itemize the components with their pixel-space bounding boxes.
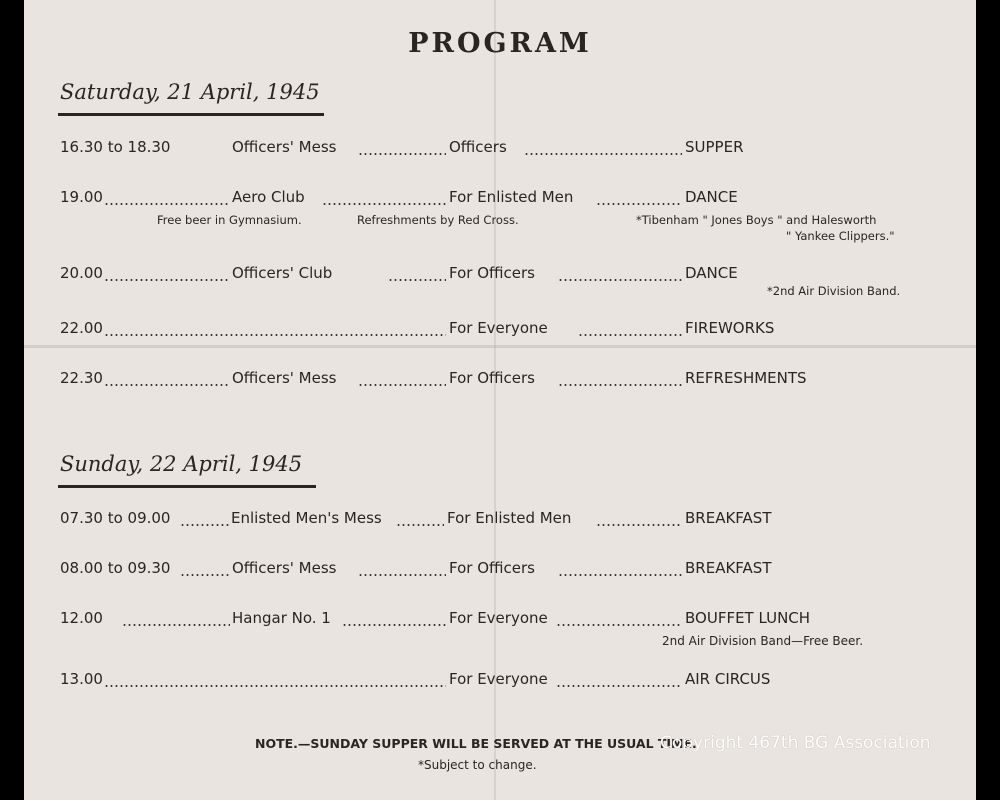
sat-row5-event: REFRESHMENTS	[685, 369, 807, 387]
leader-dots	[122, 624, 230, 626]
sun-row4-audience: For Everyone	[449, 670, 548, 688]
sunday-underline	[58, 485, 316, 488]
sat-row1-time: 16.30 to 18.30	[60, 138, 171, 156]
sun-row3-audience: For Everyone	[449, 609, 548, 627]
sat-row2-audience: For Enlisted Men	[449, 188, 574, 206]
sat-row4-time: 22.00	[60, 319, 103, 337]
sun-row2-event: BREAKFAST	[685, 559, 772, 577]
sat-row2-note-bands: *Tibenham " Jones Boys " and Halesworth	[636, 213, 877, 227]
leader-dots	[558, 384, 682, 386]
footer-subject-note: *Subject to change.	[418, 758, 537, 772]
program-title: PROGRAM	[408, 28, 592, 59]
leader-dots	[388, 279, 446, 281]
sat-row2-time: 19.00	[60, 188, 103, 206]
saturday-underline	[58, 113, 324, 116]
leader-dots	[596, 203, 682, 205]
sat-row3-audience: For Officers	[449, 264, 535, 282]
sat-row2-note-refreshments: Refreshments by Red Cross.	[357, 213, 519, 227]
sat-row2-note-beer: Free beer in Gymnasium.	[157, 213, 302, 227]
leader-dots	[180, 524, 230, 526]
leader-dots	[180, 574, 230, 576]
sat-row1-event: SUPPER	[685, 138, 744, 156]
sat-row2-note-bands-cont: " Yankee Clippers."	[786, 229, 895, 243]
leader-dots	[558, 574, 682, 576]
sun-row1-place: Enlisted Men's Mess	[231, 509, 382, 527]
sun-row2-time: 08.00 to 09.30	[60, 559, 171, 577]
sun-row1-time: 07.30 to 09.00	[60, 509, 171, 527]
sun-row4-time: 13.00	[60, 670, 103, 688]
sun-row3-note-band: 2nd Air Division Band—Free Beer.	[662, 634, 864, 648]
sun-row4-event: AIR CIRCUS	[685, 670, 771, 688]
sun-row1-event: BREAKFAST	[685, 509, 772, 527]
sun-row2-audience: For Officers	[449, 559, 535, 577]
leader-dots	[358, 574, 446, 576]
footer-note: NOTE.—SUNDAY SUPPER WILL BE SERVED AT THE USUAL TIME.	[255, 736, 697, 751]
sun-row3-time: 12.00	[60, 609, 103, 627]
leader-dots	[596, 524, 682, 526]
leader-dots	[322, 203, 446, 205]
sat-row3-time: 20.00	[60, 264, 103, 282]
sun-row1-audience: For Enlisted Men	[447, 509, 572, 527]
sun-row2-place: Officers' Mess	[232, 559, 337, 577]
leader-dots	[342, 624, 446, 626]
leader-dots	[556, 685, 682, 687]
saturday-heading: Saturday, 21 April, 1945	[60, 80, 320, 104]
leader-dots	[358, 153, 446, 155]
sat-row3-place: Officers' Club	[232, 264, 333, 282]
sat-row1-place: Officers' Mess	[232, 138, 337, 156]
paper-fold-horizontal	[24, 345, 976, 348]
leader-dots	[578, 334, 682, 336]
sun-row3-event: BOUFFET LUNCH	[685, 609, 811, 627]
leader-dots	[104, 279, 230, 281]
sat-row2-event: DANCE	[685, 188, 738, 206]
sat-row5-place: Officers' Mess	[232, 369, 337, 387]
sat-row5-audience: For Officers	[449, 369, 535, 387]
leader-dots	[104, 203, 230, 205]
copyright-watermark: Copyright 467th BG Association	[660, 733, 931, 753]
leader-dots	[524, 153, 682, 155]
leader-dots	[104, 334, 446, 336]
sat-row5-time: 22.30	[60, 369, 103, 387]
sun-row3-place: Hangar No. 1	[232, 609, 331, 627]
leader-dots	[104, 685, 446, 687]
sunday-heading: Sunday, 22 April, 1945	[60, 452, 303, 476]
leader-dots	[558, 279, 682, 281]
sat-row3-event: DANCE	[685, 264, 738, 282]
sat-row2-place: Aero Club	[232, 188, 305, 206]
sat-row4-audience: For Everyone	[449, 319, 548, 337]
sat-row3-note-band: *2nd Air Division Band.	[767, 284, 901, 298]
sat-row4-event: FIREWORKS	[685, 319, 775, 337]
leader-dots	[104, 384, 230, 386]
leader-dots	[396, 524, 444, 526]
leader-dots	[556, 624, 682, 626]
leader-dots	[358, 384, 446, 386]
sat-row1-audience: Officers	[449, 138, 507, 156]
